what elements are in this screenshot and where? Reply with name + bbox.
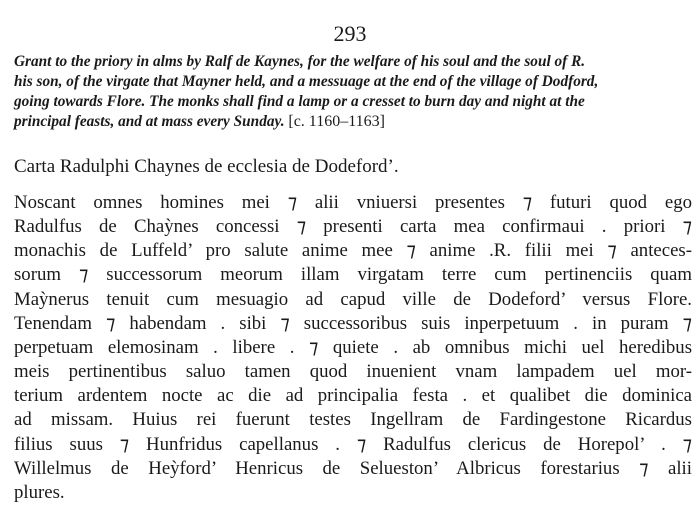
charter-line: plures. <box>14 481 65 503</box>
summary-date: [c. 1160–1163] <box>288 113 385 130</box>
charter-line: Maỳnerus tenuit cum mesuagio ad capud ville de Dodeford’ versus Flore. <box>14 288 692 310</box>
charter-line: Willelmus de Heỳford’ Henricus de Selueston’ Albricus forestarius ⁊ alii <box>14 457 692 479</box>
charter-line: Noscant omnes homines mei ⁊ alii vniuersi presentes ⁊ futuri quod ego <box>14 192 692 213</box>
summary-line: his son, of the virgate that Mayner held, and a messuage at the end of the village of Dodford, <box>14 73 599 90</box>
charter-line: filius suus ⁊ Hunfridus capellanus . ⁊ Radulfus clericus de Horepol’ . ⁊ <box>14 433 692 455</box>
summary-line: going towards Flore. The monks shall find a lamp or a cresset to burn day and night at the <box>14 93 585 110</box>
charter-line: Radulfus de Chaỳnes concessi ⁊ presenti carta mea confirmaui . priori ⁊ <box>14 216 692 238</box>
charter-line: sorum ⁊ successorum meorum illam virgatam terre cum pertinenciis quam <box>14 264 692 286</box>
summary-line-text: principal feasts, and at mass every Sunday. <box>14 113 285 130</box>
charter-line: monachis de Luffeld’ pro salute anime mee ⁊ anime .R. filii mei ⁊ anteces- <box>14 240 692 262</box>
charter-line: meis pertinentibus saluo tamen quod inuenient vnam lampadem uel mor- <box>14 361 692 383</box>
page-number: 293 <box>333 21 367 46</box>
charter-line: perpetuam elemosinam . libere . ⁊ quiete . ab omnibus michi uel heredibus <box>14 336 692 358</box>
summary-line: Grant to the priory in alms by Ralf de Kaynes, for the welfare of his soul and the soul of R. <box>14 53 586 70</box>
charter-text <box>14 191 692 505</box>
charter-line: terium ardentem nocte ac die ad principalia festa . et qualibet die dominica <box>14 385 692 407</box>
charter-summary <box>14 52 692 132</box>
summary-line <box>14 112 692 132</box>
charter-line: Tenendam ⁊ habendam . sibi ⁊ successoribus suis inperpetuum . in puram ⁊ <box>14 312 692 334</box>
charter-heading: Carta Radulphi Chaynes de ecclesia de Dodeford’. <box>14 156 399 177</box>
charter-line: ad missam. Huius rei fuerunt testes Ingellram de Fardingestone Ricardus <box>14 409 692 431</box>
